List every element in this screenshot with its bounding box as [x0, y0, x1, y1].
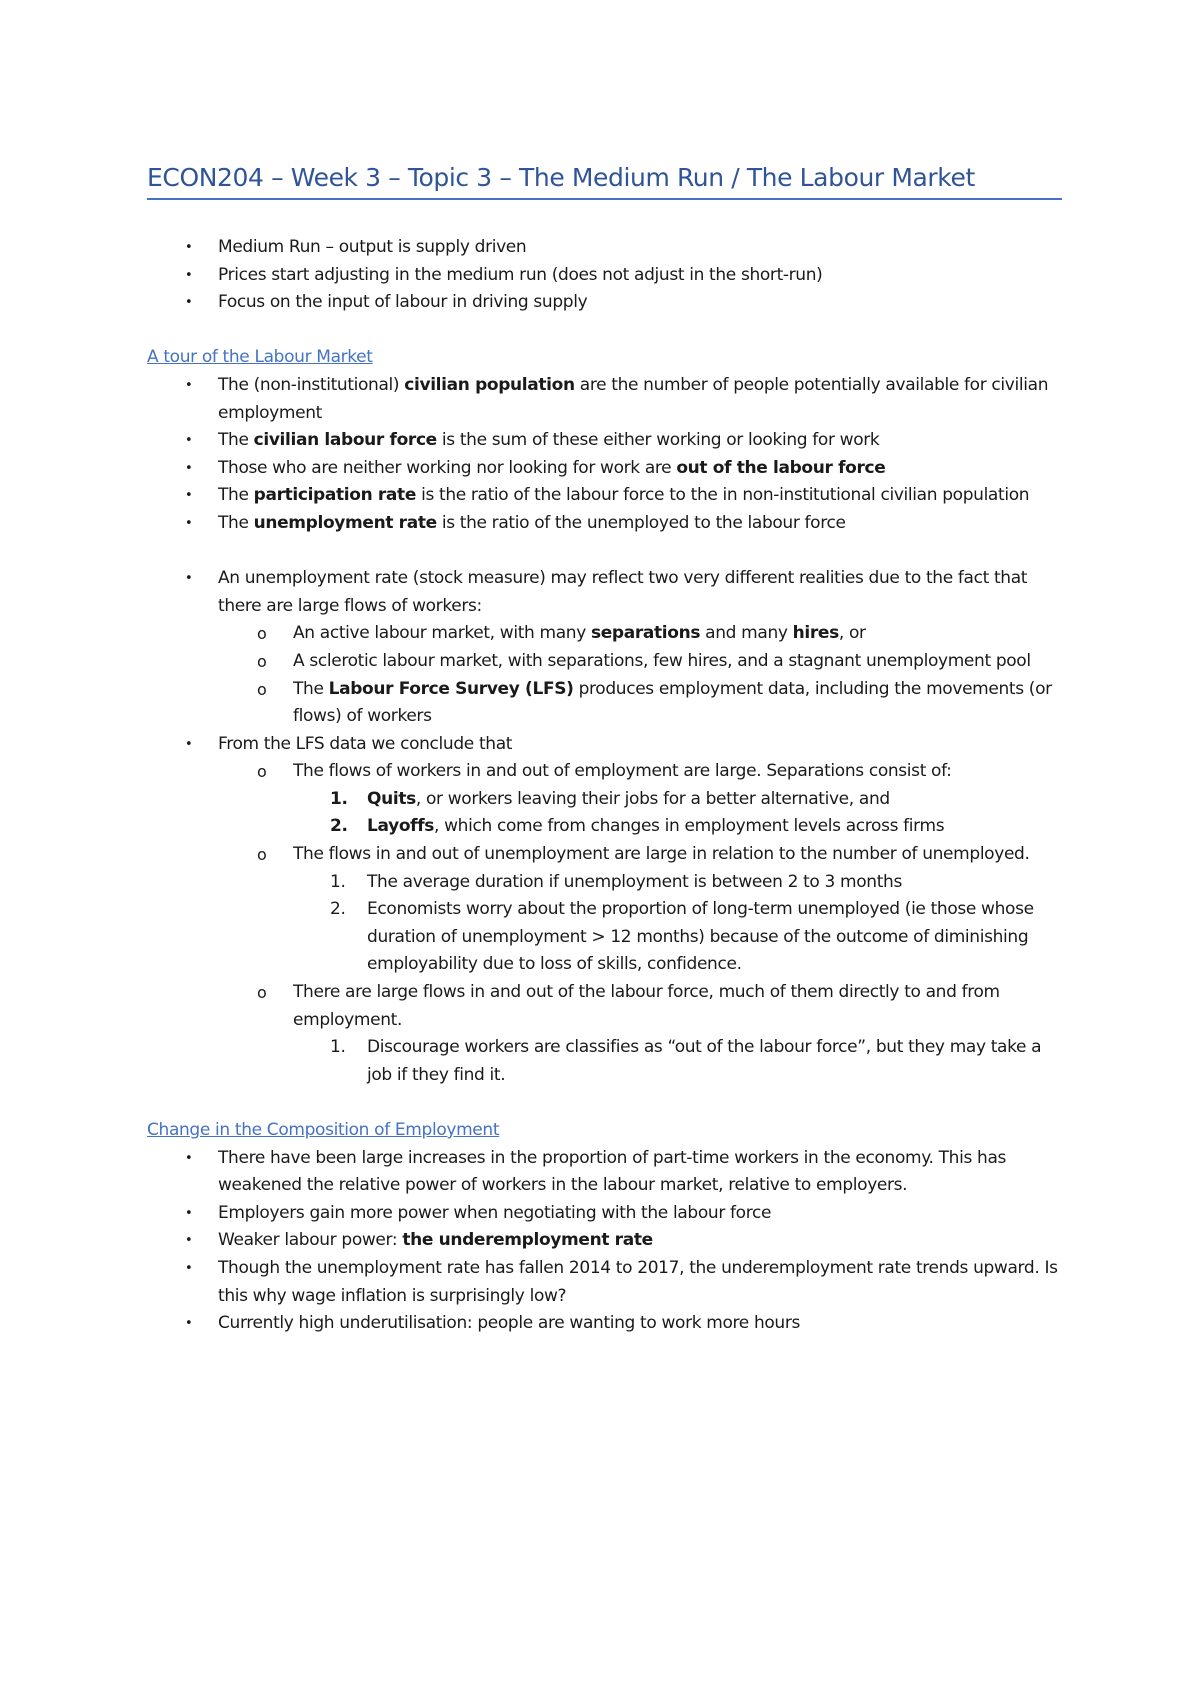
list-item: • There have been large increases in the proportion of part-time workers in the economy. This has weakened the relative power of workers in the labour market, relative to employers.	[147, 1145, 1067, 1200]
numbered-item: 1. Quits, or workers leaving their jobs for a better alternative, and	[147, 786, 1067, 814]
list-item: • The unemployment rate is the ratio of the unemployed to the labour force	[147, 510, 1067, 538]
circle-bullet-icon: o	[257, 624, 267, 644]
bullet-icon: •	[185, 1150, 193, 1166]
list-item: • Currently high underutilisation: people are wanting to work more hours	[147, 1310, 1067, 1338]
numbered-item: 2. Layoffs, which come from changes in employment levels across firms	[147, 813, 1067, 841]
sub-list-item: o The Labour Force Survey (LFS) produces employment data, including the movements (or flows) of workers	[147, 676, 1067, 731]
bullet-icon: •	[185, 571, 193, 587]
page-title: ECON204 – Week 3 – Topic 3 – The Medium Run / The Labour Market	[147, 161, 1062, 200]
list-item: • The participation rate is the ratio of the labour force to the in non-institutional civilian population	[147, 482, 1067, 510]
sub-list-item: o The flows of workers in and out of employment are large. Separations consist of:	[147, 758, 1067, 786]
list-item: • The civilian labour force is the sum of these either working or looking for work	[147, 427, 1067, 455]
list-number: 2.	[330, 816, 348, 837]
bullet-icon: •	[185, 736, 193, 752]
list-item: • From the LFS data we conclude that	[147, 731, 1067, 759]
list-number: 1.	[330, 788, 348, 809]
circle-bullet-icon: o	[257, 845, 267, 865]
list-item: • Medium Run – output is supply driven	[147, 234, 1067, 262]
section-heading-composition-of-employment: Change in the Composition of Employment	[147, 1120, 500, 1140]
list-item: • Weaker labour power: the underemployment rate	[147, 1227, 1067, 1255]
list-item: • Though the unemployment rate has fallen 2014 to 2017, the underemployment rate trends upward. Is this why wage inflation is surprisingly low?	[147, 1255, 1067, 1310]
bullet-icon: •	[185, 267, 193, 283]
list-item: • Those who are neither working nor looking for work are out of the labour force	[147, 455, 1067, 483]
bullet-icon: •	[185, 488, 193, 504]
numbered-item: 1. Discourage workers are classifies as “out of the labour force”, but they may take a job if they find it.	[147, 1034, 1067, 1089]
list-number: 2.	[330, 899, 346, 920]
bullet-icon: •	[185, 1260, 193, 1276]
sub-list-item: o A sclerotic labour market, with separations, few hires, and a stagnant unemployment pool	[147, 648, 1067, 676]
bullet-icon: •	[185, 433, 193, 449]
bullet-icon: •	[185, 515, 193, 531]
bullet-icon: •	[185, 377, 193, 393]
circle-bullet-icon: o	[257, 983, 267, 1003]
list-item: • Employers gain more power when negotiating with the labour force	[147, 1200, 1067, 1228]
sub-list-item: o An active labour market, with many separations and many hires, or	[147, 620, 1067, 648]
sub-list-item: o The flows in and out of unemployment are large in relation to the number of unemployed.	[147, 841, 1067, 869]
numbered-item: 1. The average duration if unemployment is between 2 to 3 months	[147, 869, 1067, 897]
bullet-icon: •	[185, 295, 193, 311]
circle-bullet-icon: o	[257, 679, 267, 699]
circle-bullet-icon: o	[257, 651, 267, 671]
bullet-icon: •	[185, 240, 193, 255]
numbered-item: 2. Economists worry about the proportion of long-term unemployed (ie those whose duration of unemployment > 12 months) because of the outcome of diminishing employability due to loss of skills, confidence.	[147, 896, 1067, 979]
list-item: • The (non-institutional) civilian population are the number of people potentially available for civilian employment	[147, 372, 1067, 427]
bullet-icon: •	[185, 1316, 193, 1332]
list-number: 1.	[330, 1037, 346, 1058]
list-item: • Focus on the input of labour in driving supply	[147, 289, 1067, 317]
bullet-icon: •	[185, 1205, 193, 1221]
sub-list-item: o There are large flows in and out of the labour force, much of them directly to and from employment.	[147, 979, 1067, 1034]
document-body	[147, 234, 1067, 1338]
bullet-icon: •	[185, 1233, 193, 1249]
bullet-icon: •	[185, 460, 193, 476]
list-item: • An unemployment rate (stock measure) may reflect two very different realities due to the fact that there are large flows of workers:	[147, 565, 1067, 620]
circle-bullet-icon: o	[257, 762, 267, 782]
section-heading-labour-market: A tour of the Labour Market	[147, 347, 373, 368]
list-item: • Prices start adjusting in the medium run (does not adjust in the short-run)	[147, 262, 1067, 290]
list-number: 1.	[330, 871, 346, 892]
